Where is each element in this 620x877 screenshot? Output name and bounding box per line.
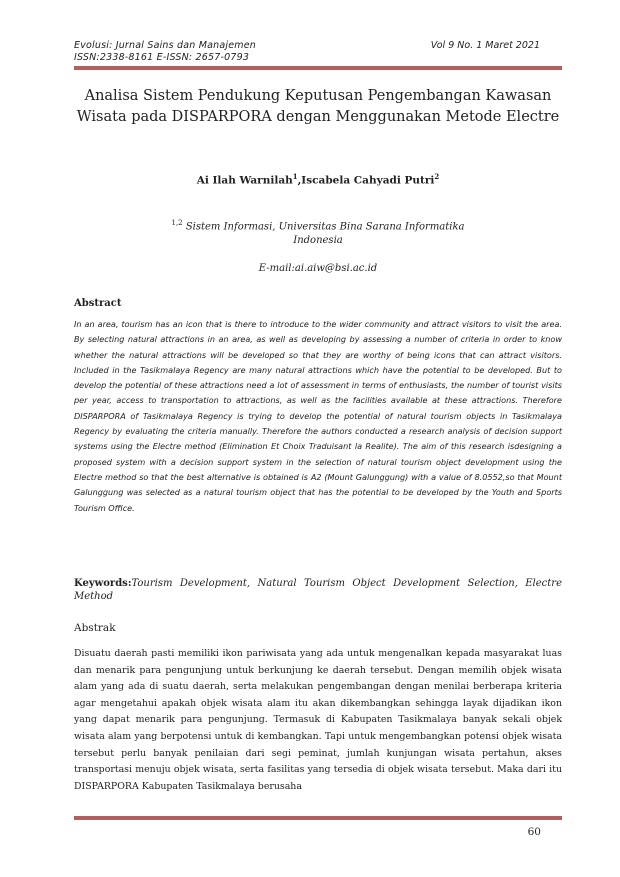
paper-title: Analisa Sistem Pendukung Keputusan Pengembangan Kawasan Wisata pada DISPARPORA dengan Menggunakan Metode Electre bbox=[76, 88, 560, 125]
volume-line: Vol 9 No. 1 Maret 2021 bbox=[430, 40, 540, 51]
abstrak-heading: Abstrak bbox=[74, 622, 116, 634]
author-email: E-mail:ai.aiw@bsi.ac.id bbox=[258, 263, 378, 274]
abstract-heading: Abstract bbox=[74, 298, 122, 309]
abstract-body: In an area, tourism has an icon that is there to introduce to the wider community and attract visitors to visit the area. By selecting natural attractions in an area, as well as developing by assessing a number of criteria in order to know whether the natural attractions will be developed so that they are worthy of being icons that can attract visitors. Included in the Tasikmalaya Regency are many natural attractions which have the potential to be developed. But to develop the potential of these attractions need a lot of assessment in terms of enthusiasts, the number of tourist visits per year, access to transportation to attractions, as well as the facilities available at these attractions. Therefore DISPARPORA of Tasikmalaya Regency is trying to develop the potential of natural tourism objects in Tasikmalaya Regency by evaluating the criteria manually. Therefore the authors conducted a research analysis of decision support systems using the Electre method (Elimination Et Choix Traduisant la Realite). The aim of this research isdesigning a proposed system with a decision support system in the selection of natural tourism object development using the Electre method so that the best alternative is obtained is A2 (Mount Galunggung) with a value of 8.0552,so that Mount Galunggung was selected as a natural tourism object that has the potential to be developed by the Youth and Sports Tourism Office. bbox=[74, 319, 562, 513]
author-1-mark: 1 bbox=[292, 172, 298, 181]
affiliation-line-2: Indonesia bbox=[293, 235, 343, 247]
running-header-left bbox=[74, 40, 256, 64]
keywords-label: Keywords: bbox=[74, 578, 132, 589]
journal-name: Evolusi: Jurnal Sains dan Manajemen bbox=[74, 40, 256, 51]
author-2: ,Iscabela Cahyadi Putri bbox=[297, 174, 435, 187]
author-2-mark: 2 bbox=[434, 172, 440, 181]
affiliation-line-1: Sistem Informasi, Universitas Bina Sarana Informatika bbox=[182, 221, 465, 233]
author-line bbox=[74, 172, 562, 187]
affiliation bbox=[74, 216, 562, 248]
issn-line: ISSN:2338-8161 E-ISSN: 2657-0793 bbox=[74, 52, 250, 63]
keywords-text: Tourism Development, Natural Tourism Object Development Selection, Electre Method bbox=[74, 578, 562, 602]
header-rule bbox=[74, 66, 562, 70]
keywords bbox=[74, 577, 562, 603]
abstrak-body: Disuatu daerah pasti memiliki ikon pariwisata yang ada untuk mengenalkan kepada masyarakat luas dan menarik para pengunjung untuk berkunjung ke daerah tersebut. Dengan memilih objek wisata alam yang ada di suatu daerah, serta melakukan pengembangan dengan menilai berberapa kriteria agar mengetahui apakah objek wisata alam itu akan dikembangkan sehingga layak dijadikan ikon yang dapat menarik para pengunjung. Termasuk di Kabupaten Tasikmalaya banyak sekali objek wisata alam yang berpotensi untuk di kembangkan. Tapi untuk mengembangkan potensi objek wisata tersebut perlu banyak penilaian dari segi peminat, jumlah kunjungan wisata pertahun, akses transportasi menuju objek wisata, serta fasilitas yang tersedia di objek wisata tersebut. Maka dari itu DISPARPORA Kabupaten Tasikmalaya berusaha bbox=[74, 648, 562, 792]
affiliation-mark: 1,2 bbox=[171, 219, 183, 227]
running-header-right bbox=[431, 40, 540, 52]
page-number: 60 bbox=[527, 826, 541, 838]
author-1: Ai Ilah Warnilah bbox=[196, 174, 293, 187]
footer-rule bbox=[74, 816, 562, 820]
